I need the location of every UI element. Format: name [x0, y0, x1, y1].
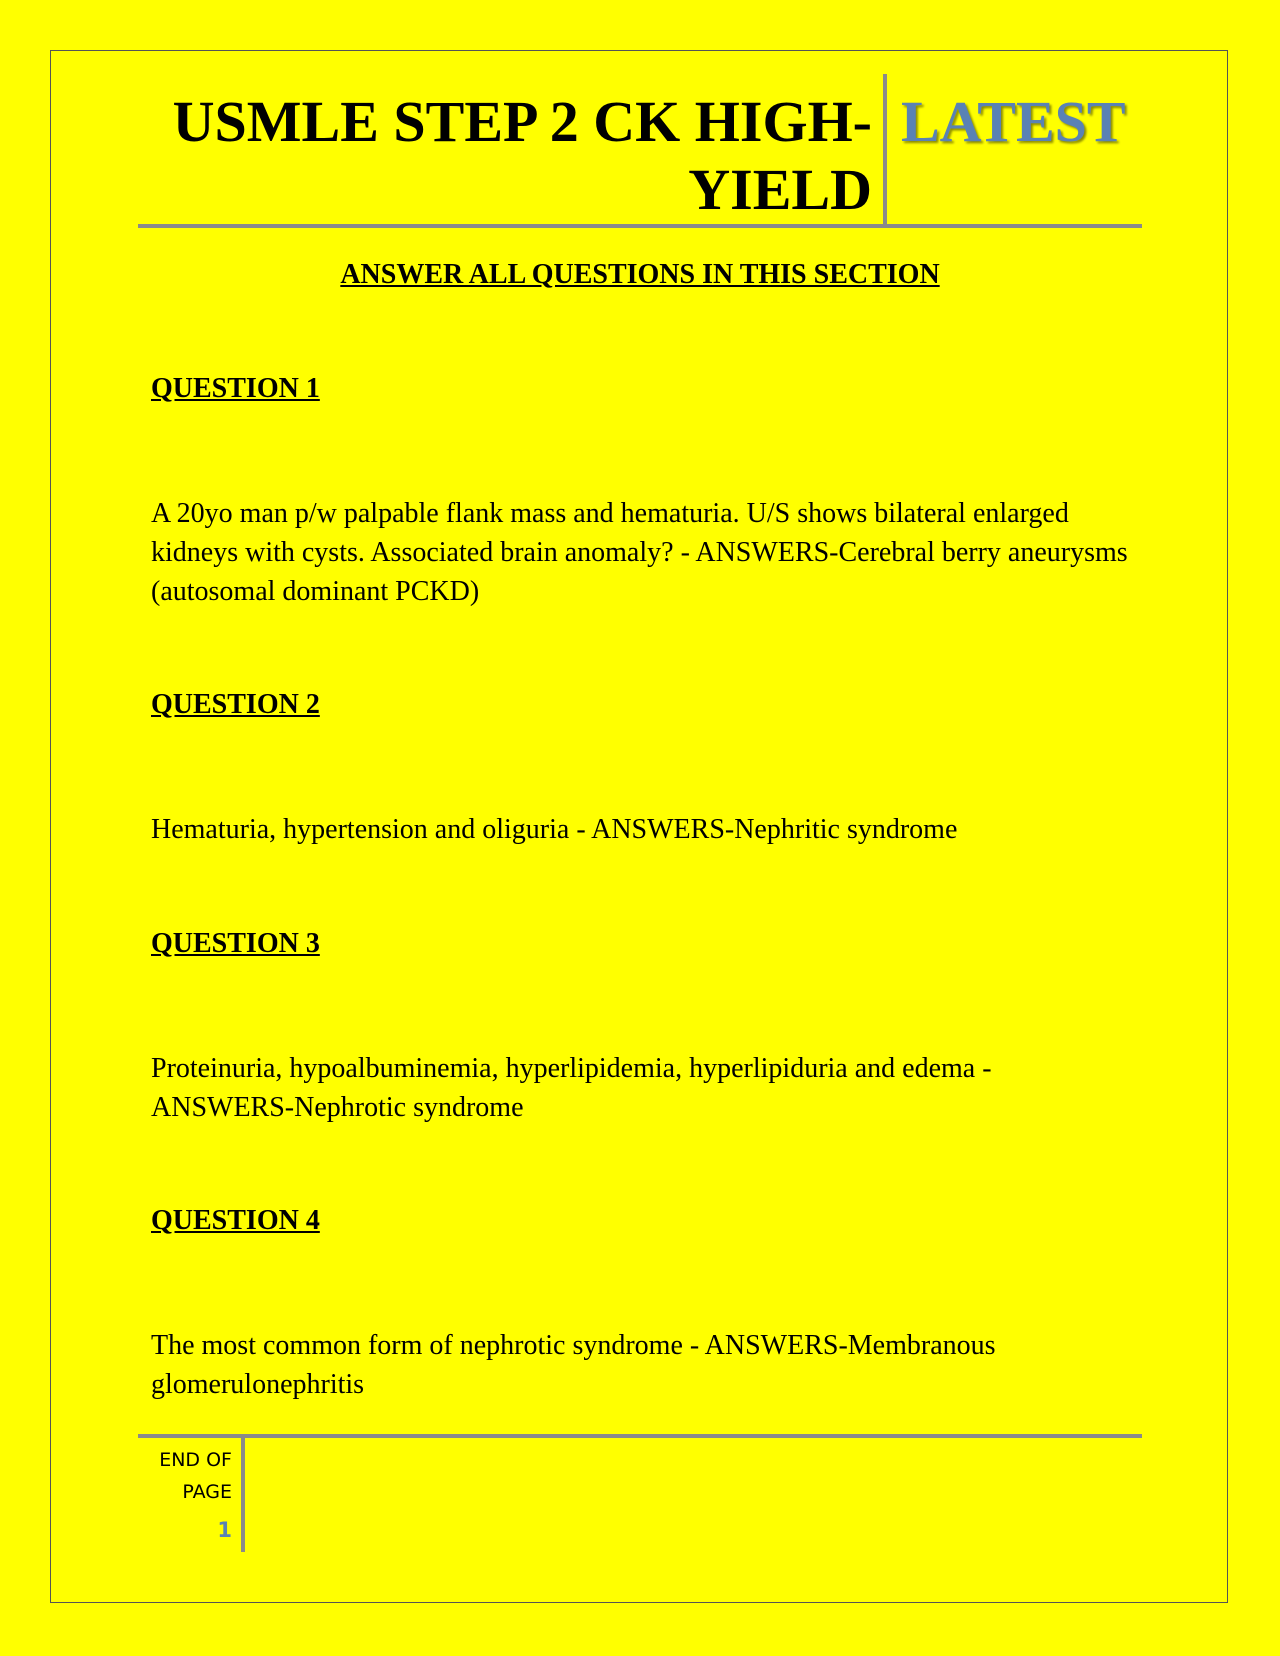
question-2-text: Hematuria, hypertension and oliguria - ANSWERS-Nephritic syndrome — [151, 814, 958, 845]
latest-badge: LATEST — [901, 89, 1126, 154]
page-number: 1 — [217, 1518, 232, 1542]
question-4-heading: QUESTION 4 — [151, 1205, 320, 1236]
section-instruction: ANSWER ALL QUESTIONS IN THIS SECTION — [340, 259, 940, 290]
page-header — [138, 74, 1142, 226]
header-rule — [138, 224, 1142, 228]
footer-label: END OF PAGE — [159, 1449, 232, 1503]
question-1-text: A 20yo man p/w palpable flank mass and hematuria. U/S shows bilateral enlarged kidneys with cysts. Associated brain anomaly? - ANSWERS-Cerebral berry aneurysms (autosomal dominant PCKD) — [151, 498, 1128, 607]
footer-rule — [138, 1434, 1142, 1438]
question-1-heading: QUESTION 1 — [151, 373, 320, 404]
header-divider — [883, 74, 887, 226]
question-3-heading: QUESTION 3 — [151, 928, 320, 959]
question-4-text: The most common form of nephrotic syndrome - ANSWERS-Membranous glomerulonephritis — [151, 1330, 996, 1400]
question-2-heading: QUESTION 2 — [151, 689, 320, 720]
document-title: USMLE STEP 2 CK HIGH- YIELD — [172, 89, 872, 222]
footer-divider — [241, 1438, 245, 1552]
question-3-text: Proteinuria, hypoalbuminemia, hyperlipidemia, hyperlipiduria and edema - ANSWERS-Nephrotic syndrome — [151, 1053, 992, 1123]
